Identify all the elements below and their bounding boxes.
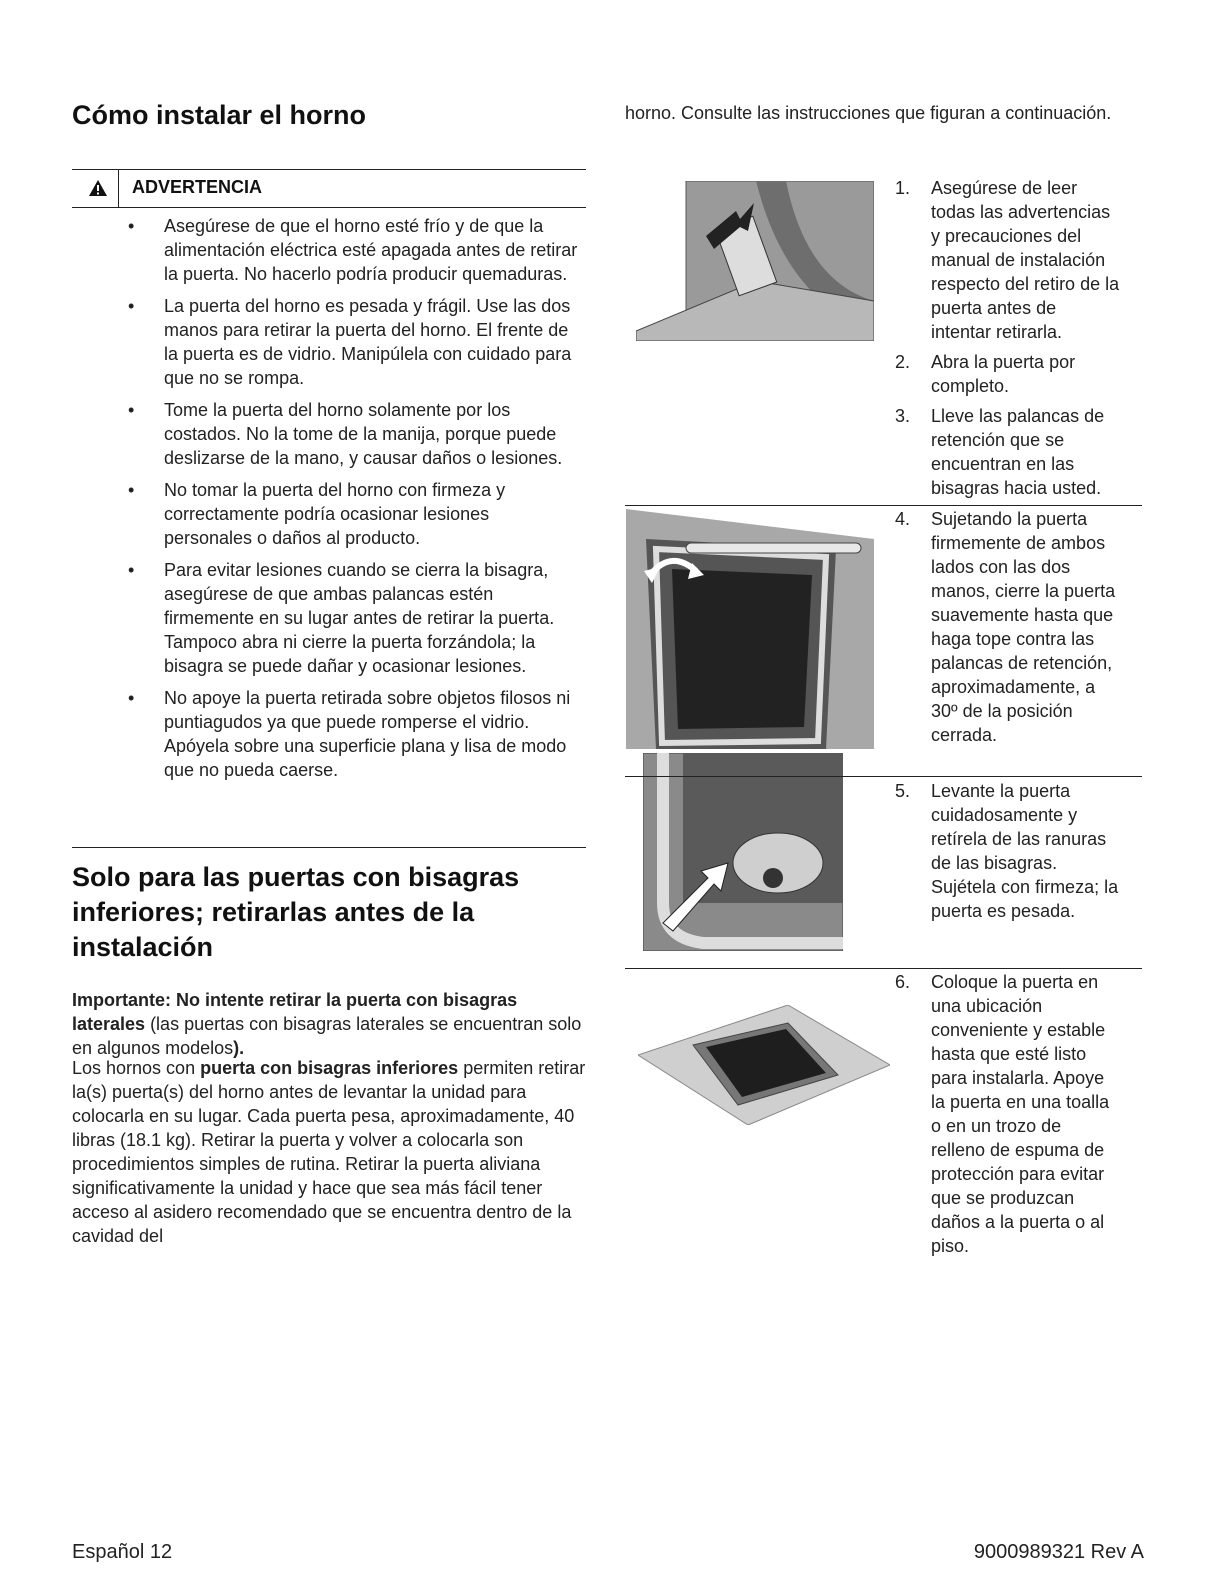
page-title: Cómo instalar el horno [72, 100, 367, 130]
door-closing-figure [626, 509, 874, 749]
section-rule [72, 847, 586, 848]
warning-item: • Para evitar lesiones cuando se cierra la bisagra, asegúrese de que ambas palancas estén firmemente en su lugar antes de retirar la puerta. Tampoco abra ni cierre la puerta forzándola; la bisagra se puede dañar y ocasionar lesiones. [128, 560, 555, 676]
footer-page-number: Español 12 [72, 1541, 173, 1563]
bullet: • [128, 296, 135, 316]
door-on-towel-figure [638, 1005, 890, 1125]
hinge-lever-figure [636, 181, 874, 341]
warning-item: • Asegúrese de que el horno esté frío y de que la alimentación eléctrica esté apagada antes de retirar la puerta. No hacerlo podría producir quemaduras. [128, 216, 578, 284]
step-rule [625, 505, 1142, 506]
warning-item: • La puerta del horno es pesada y frágil. Use las dos manos para retirar la puerta del horno. El frente de la puerta es de vidrio. Manipúlela con cuidado para que no se rompa. [128, 296, 572, 388]
steps-group-3 [895, 779, 1120, 929]
warning-header [72, 170, 586, 208]
steps-group-1 [895, 176, 1120, 506]
bullet: • [128, 480, 135, 500]
warning-item: • Tome la puerta del horno solamente por los costados. No la tome de la manija, porque puede deslizarse de la mano, y causar daños o lesiones. [128, 400, 563, 468]
body-paragraph: Los hornos con puerta con bisagras inferiores permiten retirar la(s) puerta(s) del horno antes de levantar la unidad para colocarla en su lugar. Cada puerta pesa, aproximadamente, 40 libras (18.1 kg). Retirar la puerta y volver a colocarla son procedimientos simples de rutina. Retirar la puerta aliviana significativamente la unidad y hace que sea más fácil tener acceso al asidero recomendado que se encuentra dentro de la cavidad del [72, 1058, 586, 1246]
step-item: 5. Levante la puerta cuidadosamente y retírela de las ranuras de las bisagras. Sujétela con firmeza; la puerta es pesada. [895, 781, 1119, 921]
warning-item: • No tomar la puerta del horno con firmeza y correctamente podría ocasionar lesiones personales o daños al producto. [128, 480, 506, 548]
steps-group-2 [895, 507, 1120, 753]
bullet: • [128, 216, 135, 236]
step-item: 4. Sujetando la puerta firmemente de ambos lados con las dos manos, cierre la puerta suavemente hasta que haga tope contra las palancas de retención, aproximadamente, a 30º de la posición cerrada. [895, 509, 1116, 745]
step-item: 1. Asegúrese de leer todas las advertencias y precauciones del manual de instalación respecto del retiro de la puerta antes de intentar retirarla. [895, 178, 1120, 342]
step-item: 3. Lleve las palancas de retención que se encuentran en las bisagras hacia usted. [895, 406, 1105, 498]
bullet: • [128, 688, 135, 708]
step-rule [625, 968, 1142, 969]
warning-bottom-rule [72, 207, 586, 208]
continuation-text: horno. Consulte las instrucciones que figuran a continuación. [625, 103, 1112, 123]
step-item: 2. Abra la puerta por completo. [895, 352, 1076, 396]
warning-item: • No apoye la puerta retirada sobre objetos filosos ni puntiagudos ya que puede romperse el vidrio. Apóyela sobre una superficie plana y lisa de modo que no pueda caerse. [128, 688, 571, 780]
step-item: 6. Coloque la puerta en una ubicación conveniente y estable hasta que esté listo para instalarla. Apoye la puerta en una toalla o en un trozo de relleno de espuma de protección para evitar que se produzcan daños a la puerta o al piso. [895, 972, 1110, 1256]
bullet: • [128, 400, 135, 420]
warning-title: ADVERTENCIA [132, 177, 263, 197]
important-lead: Importante: No intente retirar la puerta con bisagras laterales [72, 990, 518, 1034]
footer-document-id: 9000989321 Rev A [973, 1541, 1144, 1563]
step-rule [625, 776, 1142, 777]
important-note: Importante: No intente retirar la puerta con bisagras laterales (las puertas con bisagras laterales se encuentran solo en algunos modelos). [72, 990, 582, 1058]
steps-group-4 [895, 970, 1120, 1264]
warning-list [122, 214, 582, 790]
warning-separator [118, 170, 119, 208]
warning-triangle-icon [88, 179, 108, 197]
lift-door-figure [643, 753, 843, 951]
section-title: Solo para las puertas con bisagras inferiores; retirarlas antes de la instalación [72, 862, 520, 962]
bullet: • [128, 560, 135, 580]
